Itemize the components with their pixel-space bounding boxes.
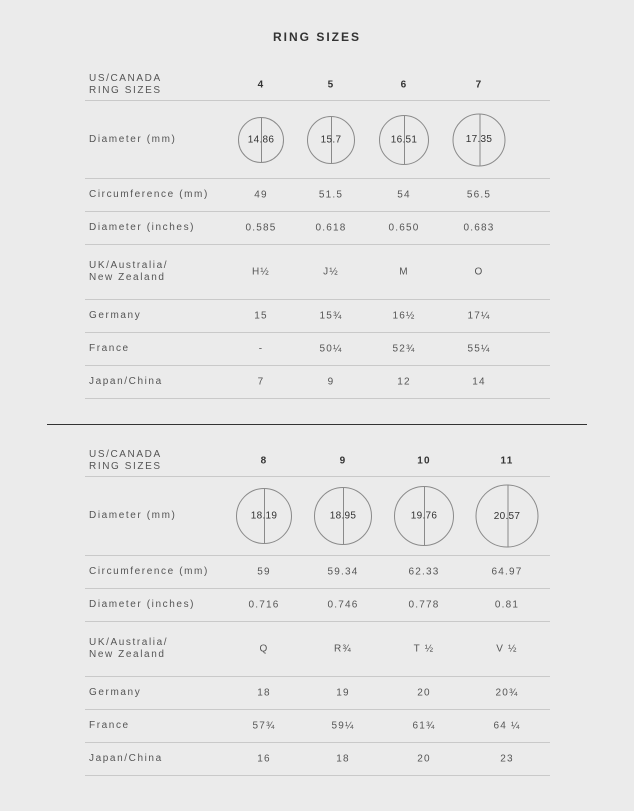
row-label: Japan/China	[89, 376, 163, 387]
row-label: Germany	[89, 687, 142, 698]
row-label: Diameter (inches)	[89, 599, 196, 610]
table-cell: 17¼	[467, 310, 491, 322]
row-label: France	[89, 343, 130, 354]
diameter-circle-6	[379, 115, 429, 165]
diameter-circle-9	[314, 487, 372, 545]
table-cell: R¾	[334, 643, 352, 655]
table-cell: 50¼	[319, 343, 343, 355]
table-cell: 9	[327, 376, 335, 388]
table-cell: 18	[336, 753, 350, 765]
diameter-mm-row	[85, 477, 550, 556]
diameter-circle-11	[476, 485, 539, 548]
table-cell: 0.650	[388, 222, 420, 234]
table-cell: 52¾	[392, 343, 416, 355]
header-label-line-1: US/CANADA	[89, 73, 162, 84]
size-6: 6	[400, 79, 408, 91]
france-row	[85, 333, 550, 366]
japan-row	[85, 366, 550, 399]
diameter-circle-4	[238, 117, 284, 163]
table-cell: H½	[252, 266, 270, 278]
diameter-value: 18.95	[329, 510, 357, 522]
table-cell: 12	[397, 376, 411, 388]
size-8: 8	[260, 455, 268, 467]
table-cell: 51.5	[318, 189, 344, 201]
row-label	[89, 260, 168, 284]
header-label-line-2: RING SIZES	[89, 461, 162, 472]
table-cell: 61¾	[412, 720, 436, 732]
size-7: 7	[475, 79, 483, 91]
size-5: 5	[327, 79, 335, 91]
table-cell: O	[474, 266, 484, 278]
table-cell: 59.34	[327, 566, 359, 578]
page-title: RING SIZES	[272, 30, 361, 44]
table-cell: Q	[259, 643, 269, 655]
table-cell: 55¼	[467, 343, 491, 355]
row-label-line-2: New Zealand	[89, 272, 166, 283]
france-row	[85, 710, 550, 743]
row-label: Circumference (mm)	[89, 566, 209, 577]
table-cell: T ½	[413, 643, 435, 655]
size-9: 9	[339, 455, 347, 467]
table-cell: -	[258, 343, 264, 355]
table-header-row	[85, 446, 550, 477]
row-label: France	[89, 720, 130, 731]
table-cell: J½	[323, 266, 339, 278]
table-cell: 64 ¼	[493, 720, 521, 732]
table-cell: 16	[257, 753, 271, 765]
table-cell: 20	[417, 753, 431, 765]
diameter-inches-row	[85, 589, 550, 622]
diameter-value: 20.57	[493, 510, 521, 522]
row-label: Diameter (inches)	[89, 222, 196, 233]
table-header-row	[85, 70, 550, 101]
row-label	[89, 637, 168, 661]
table-cell: V ½	[496, 643, 518, 655]
table-cell: 57¾	[252, 720, 276, 732]
table-cell: 19	[336, 687, 350, 699]
row-label-line-2: New Zealand	[89, 649, 166, 660]
size-10: 10	[417, 455, 431, 467]
diameter-inches-row	[85, 212, 550, 245]
row-label: Diameter (mm)	[89, 133, 177, 145]
table-cell: 0.618	[315, 222, 347, 234]
circumference-row	[85, 556, 550, 589]
diameter-value: 18.19	[250, 510, 278, 522]
header-label-line-1: US/CANADA	[89, 449, 162, 460]
diameter-mm-row	[85, 101, 550, 179]
row-label-line-1: UK/Australia/	[89, 260, 169, 271]
row-label: Diameter (mm)	[89, 510, 177, 521]
table-cell: 0.746	[327, 599, 359, 611]
table-cell: 15¾	[319, 310, 343, 322]
diameter-value: 19.76	[410, 510, 438, 522]
size-4: 4	[257, 79, 265, 91]
table-cell: 20¾	[495, 687, 519, 699]
diameter-circle-8	[236, 488, 292, 544]
table-cell: 0.683	[463, 222, 495, 234]
table-cell: 7	[257, 376, 265, 388]
table-cell: 0.778	[408, 599, 440, 611]
table-cell: M	[399, 266, 409, 278]
diameter-value: 16.51	[390, 134, 418, 145]
diameter-value: 15.7	[320, 134, 342, 145]
table-cell: 20	[417, 687, 431, 699]
table-cell: 54	[397, 189, 411, 201]
table-cell: 0.716	[248, 599, 280, 611]
section-divider	[47, 424, 587, 425]
size-table-1	[85, 70, 550, 399]
table-cell: 49	[254, 189, 268, 201]
uk-row	[85, 245, 550, 300]
row-label-line-1: UK/Australia/	[89, 637, 169, 648]
diameter-circle-10	[394, 486, 454, 546]
header-label-line-2: RING SIZES	[89, 85, 162, 96]
header-label	[89, 449, 162, 473]
uk-row	[85, 622, 550, 677]
table-cell: 56.5	[466, 189, 492, 201]
diameter-circle-7	[453, 113, 506, 166]
circumference-row	[85, 179, 550, 212]
table-cell: 64.97	[491, 566, 523, 578]
size-11: 11	[500, 455, 514, 467]
header-label	[89, 73, 162, 97]
japan-row	[85, 743, 550, 776]
row-label: Germany	[89, 310, 142, 321]
table-cell: 59¼	[331, 720, 355, 732]
diameter-circle-5	[307, 116, 355, 164]
table-cell: 15	[254, 310, 268, 322]
table-cell: 23	[500, 753, 514, 765]
diameter-value: 14.86	[247, 134, 275, 145]
table-cell: 59	[257, 566, 271, 578]
table-cell: 16½	[392, 310, 416, 322]
table-cell: 62.33	[408, 566, 440, 578]
table-cell: 0.585	[245, 222, 277, 234]
size-table-2	[85, 446, 550, 776]
table-cell: 0.81	[494, 599, 520, 611]
row-label: Circumference (mm)	[89, 189, 209, 200]
row-label: Japan/China	[89, 753, 163, 764]
diameter-value: 17.35	[465, 134, 493, 145]
germany-row	[85, 677, 550, 710]
table-cell: 18	[257, 687, 271, 699]
table-cell: 14	[472, 376, 486, 388]
germany-row	[85, 300, 550, 333]
